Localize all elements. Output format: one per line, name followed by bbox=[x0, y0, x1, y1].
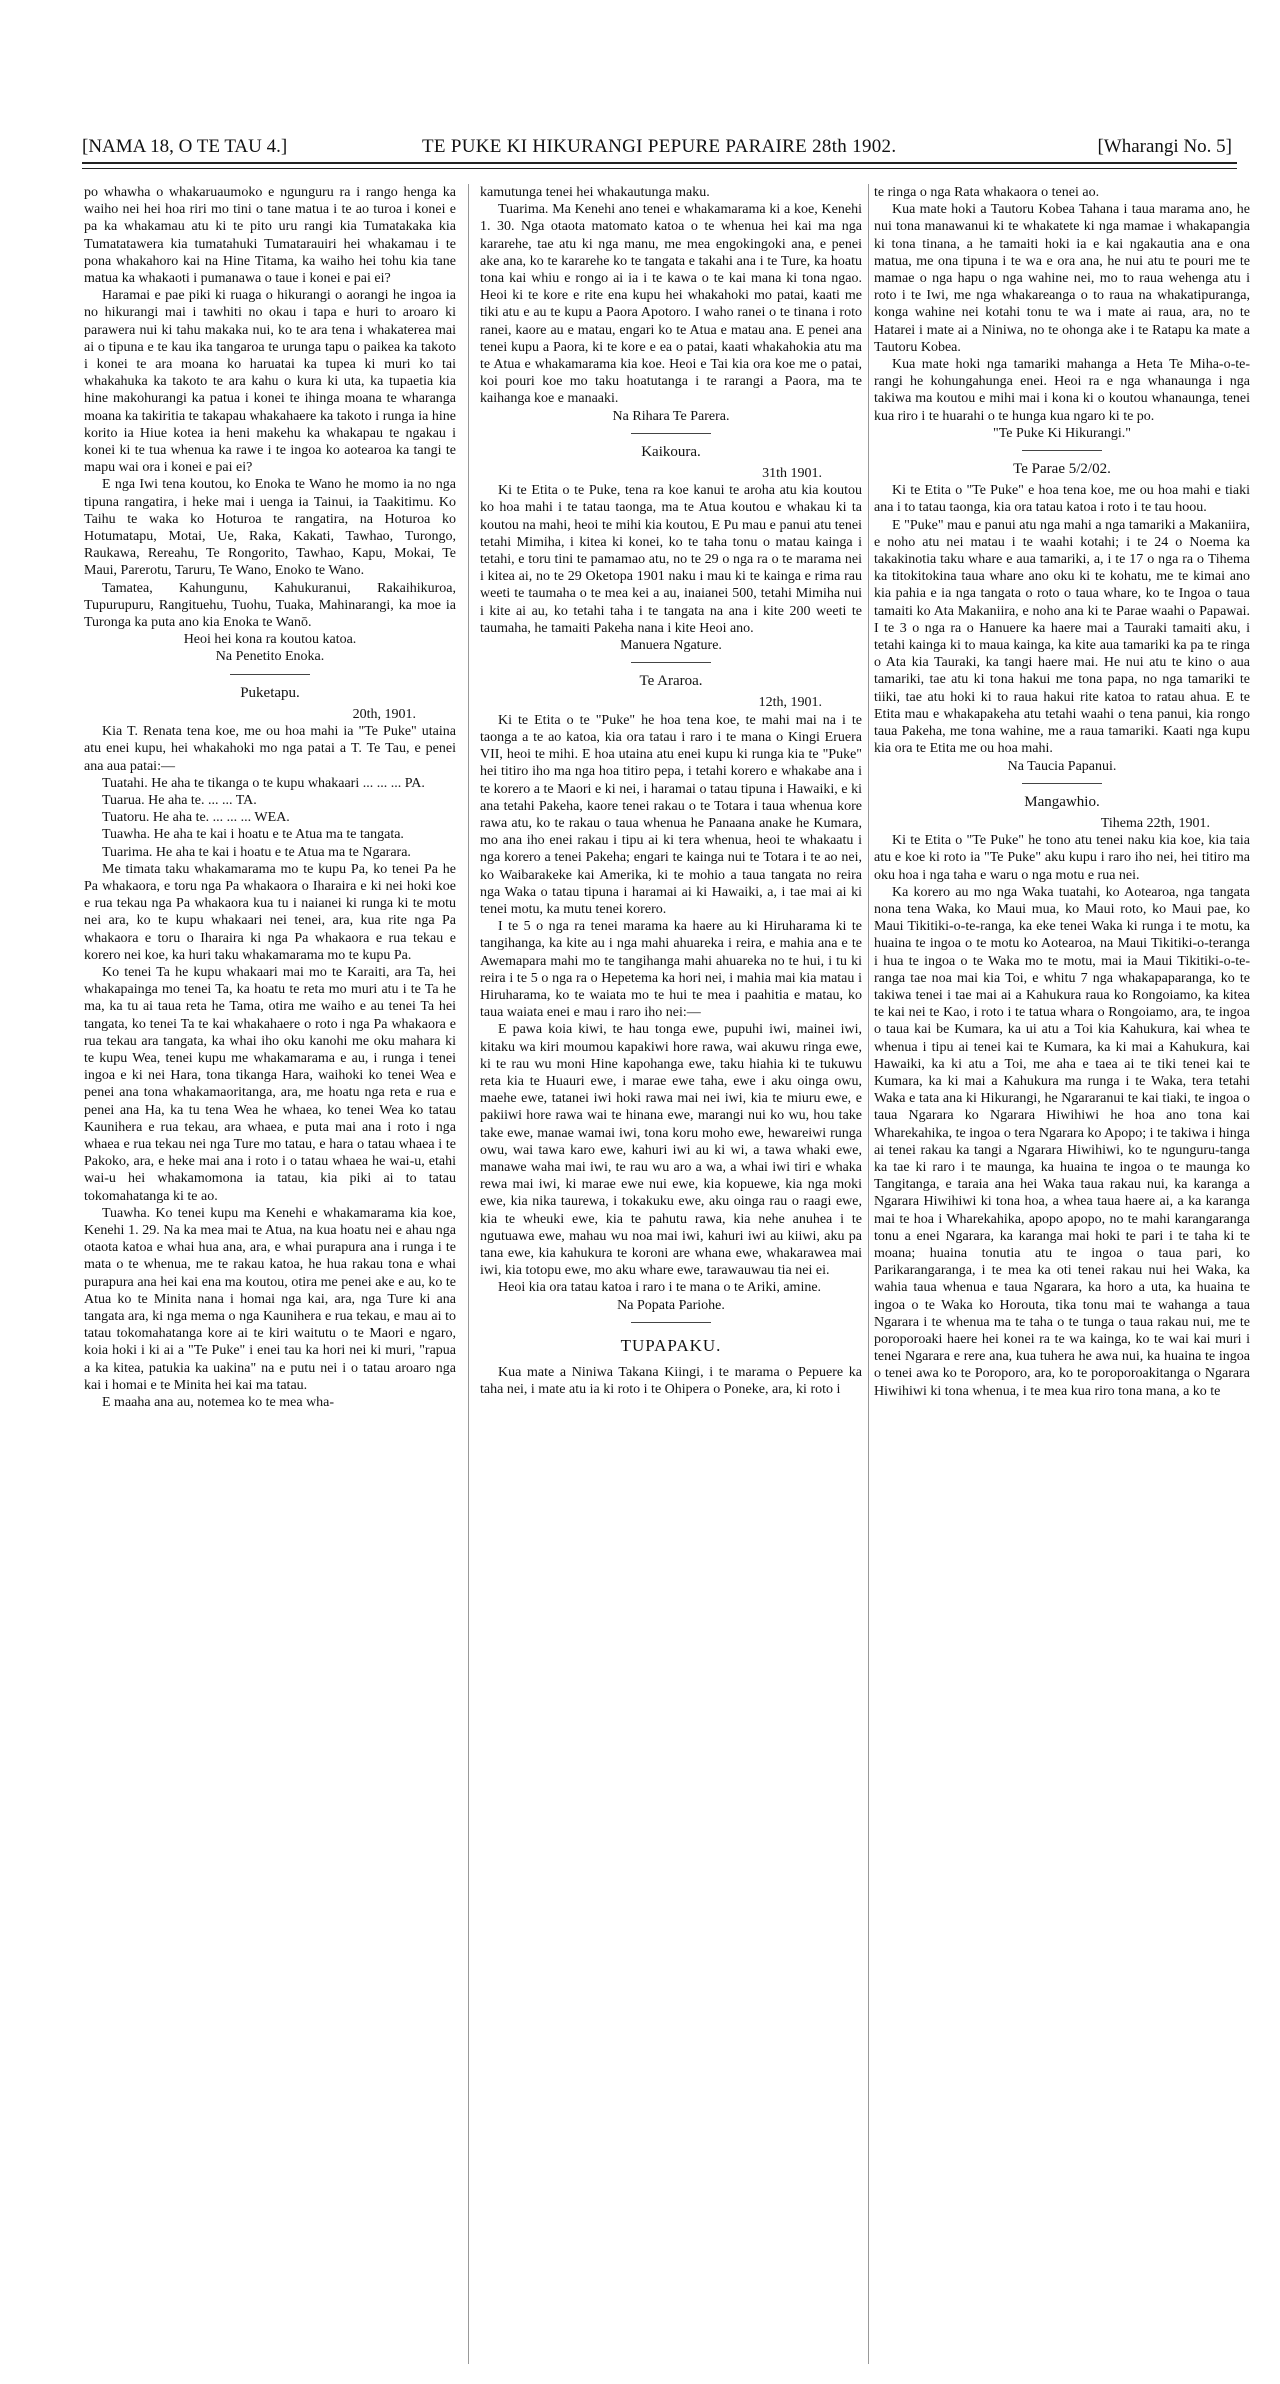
article-heading: Te Araroa. bbox=[639, 673, 703, 690]
article-date: Tihema 22th, 1901. bbox=[1100, 815, 1210, 831]
paragraph-continued: te ringa o nga Rata whakaora o tenei ao. bbox=[874, 185, 1100, 200]
paragraph: Ka korero au mo nga Waka tuatahi, ko Aotearoa, nga tangata nona tena Waka, ko Maui mua, ko Maui roto, ko Maui pae, ko Maui Tikitiki-o-te-ranga, ka eke tenei Waka ki runga i te motu, ka huaina te ingoa o te motu ko Aotearoa, na Maui Tikitiki-o-teranga i hua te ingoa o te Waka mo te motu, mai ia Maui Tikitiki-o-te-ranga tae noa mai kia Toi, e whitu 7 nga whakapaparanga, ko te takiwa tenei i tae mai ai a Kahukura raua ko Rongoiamo, ka kitea te kai nei te Kao, i roto i te tatua whara o Rongoiamo, ara, te ingoa o taua kai be Kumara, ka ui atu a Toi kia Kahukura, kai whea te whenua i tipu ai tenei kai te Kumara, ka ki mai a Kahukura, kai Hawaiki, ka ki atu a Toi, me aha e taea ai te tiki tenei kai te Kumara, ka ki mai a Kahukura ma runga i te Waka, tera tetahi Waka e tata ana ki Hikurangi, he Ngararanui te kai tiaki, te ingoa o taua Ngarara ko Ngarara Hiwihiwi he hoa ano tona kai Wharekahika, te ingoa o tera Ngarara ko Apopo; i te takiwa i hinga ai tenei rakau ka tangi a Ngarara Hiwihiwi, ko te ngunguru-tanga ka tae ki raro i te maunga, ka huaina te ingoa o te maunga ko Tangitanga, e taraia ana hei Waka taua rakau nui, ka karanga a Ngarara Hiwihiwi ki tona hoa, a whea taua haere ai, a ka karanga mai te hoa i Wharekahika, apopo apopo, no te mahi karangaranga tonu a enei Ngarara, ka karanga mai hoki te pari i te taha ki te moana; huaina tonutia atu te ingoa o taua pari, ko Parikarangaranga, i te mea ka oti tenei rakau nui hei Waka, ka wahia taua whenua e taua Ngarara, ka horo a uta, ka huaina te ingoa o te Waka ko Horouta, tika tonu mai te wahanga a taua Ngarara i te whenua ma te taha o te tunga o taua rakau nui, me te poroporoaki haere hei konei ra te wa kainga, ko te wai kai muri i tenei Ngarara e rere ana, kua tuhera he awa nui, ka huaina te ingoa o tenei awa ko te Poroporo, ara, ko te poroporoakitanga o Ngarara Hiwihiwi ki tona whenua, i te mea kua riro tona mana, a ko te bbox=[874, 884, 1250, 1399]
article-separator bbox=[1022, 450, 1102, 451]
article-separator bbox=[631, 1322, 711, 1323]
newspaper-title-date: TE PUKE KI HIKURANGI PEPURE PARAIRE 28th 1902. bbox=[422, 136, 897, 157]
paragraph: Kia T. Renata tena koe, me ou hoa mahi ia "Te Puke" utaina atu enei kupu, hei whakahoki mo nga patai a T. Te Tau, e penei ana aua patai:— bbox=[84, 724, 456, 774]
signature: Na Penetito Enoka. bbox=[215, 649, 325, 665]
page-number: [Wharangi No. 5] bbox=[1097, 136, 1232, 157]
signature: Manuera Ngature. bbox=[620, 638, 722, 654]
paragraph: Ki te Etita o te Puke, tena ra koe kanui te aroha atu kia koutou ko hoa mahi i te tatau taonga, ma te Atua koutou e whakau ki ta koutou na mahi, heoi te mihi kia koutou, E Pu mau e panui atu tenei tetahi Mimiha, i kitea ki konei, ko te taha tonu o matau kainga i tetahi, e toru tini te pamamao atu, no te 29 o nga ra o te marama nei i kitea ai, no te 29 Oketopa 1901 naku i mau ki te kainga e rima rau weeti te taumaha o te mea kei a au, inaianei 500, tetahi Mimiha nui i kite ai au, ko tetahi taha i te tangata na ana i kite 200 weeti te taumaha, he tamaiti Pakeha nana i kite Heoi ano. bbox=[480, 483, 862, 636]
column-1 bbox=[84, 184, 456, 1411]
page-header bbox=[82, 132, 1232, 162]
issue-number: [NAMA 18, O TE TAU 4.] bbox=[82, 136, 288, 157]
section-heading: TUPAPAKU. bbox=[620, 1335, 722, 1355]
paragraph: Tuawha. Ko tenei kupu ma Kenehi e whakamarama kia koe, Kenehi 1. 29. Na ka mea mai te Atua, na kua hoatu nei e ahau nga otaota katoa e whai hua ana, ara, e whai purapura ana i runga i te mata o te whenua, me te rakau katoa, he hua rakau tona e whai purapura ana hei kai ena ma koutou, otira me penei ake e au, ko te Atua ko te Minita nana i homai nga kai, ara, nga Ture ki ana tangata ara, ki nga mema o nga Kaunihera e rua tekau, e mau ai to tatau tokomahatanga kore ai te kiri waitutu o te Maori e ngaro, koia hoki i ki ai a "Te Puke" i enei tau ka hori nei ki muri, "rapua a ka kitea, patukia ka uakina" na e putu nei i o tatau aroaro nga kai i homai e te Minita hei kai ma tatau. bbox=[84, 1205, 456, 1393]
paragraph: Tuarima. Ma Kenehi ano tenei e whakamarama ki a koe, Kenehi 1. 30. Nga otaota matomato katoa o te whenua hei kai ma nga kararehe, tae atu ki nga manu, me mea engokingoki ana, e penei ake ana, ko te kararehe ko te tangata e takahi ana i te Ture, ka hoatu tona kai whiu e rongo ai ia i te kawa o te kai mana ki tona ngao. Heoi ki te kore e rite ena kupu hei whakahoki mo patai, kaati me tiki atu e au te kupu a Paora Apotoro. I waho ranei o te tinana i roto ranei, kaore au e matau, engari ko te Atua e matau ana. E penei ana tenei kupu a Paora, ki te kore e ea o patai, kaati whakahokia atu ma te Atua e whakamarama kia koe. Heoi e Tai kia ora koe me o patai, koi pouri koe mo taku hoatutanga i te rarangi a Paora, ma te kaihanga koe e manaaki. bbox=[480, 202, 862, 407]
header-rule-thin bbox=[82, 168, 1237, 169]
paragraph: E nga Iwi tena koutou, ko Enoka te Wano he momo ia no nga tipuna rangatira, i heke mai i uenga ia Tainui, ia Taakitimu. Ko Taihu te waka ko Hoturoa te rangatira, na Hoturoa ko Hotumatapu, Motai, Ue, Raka, Kakati, Tawhao, Turongo, Raukawa, Rereahu, Te Rongorito, Tawhao, Kapu, Mokai, Te Maui, Parerotu, Taruru, Te Wano, Enoko te Wano. bbox=[84, 477, 456, 579]
paragraph: Ki te Etita o te "Puke" he hoa tena koe, te mahi mai na i te taonga a te ao katoa, kia ora tatau i raro i te mana o Kingi Eruera VII, heoi te mihi. E hoa utaina atu enei kupu ki runga kia te "Puke" hei titiro iho ma nga hoa titiro pepa, i tetahi korero e whakabe ana i te korero a te Maori e ki nei, i haramai o tatau tipuna i Hawaiki, e ki ana tetahi Pakeha, kaore tenei rakau o te Totara i taua whenua kore rawa atu, ko te rakau o taua whenua he Panaana anake he Kumara, mo ana iho enei rakau i tipu ai ki tera whenua, heoi te whakaatu i nga korero a tenei Pakeha; engari te kainga nui te Totara i te ao nei, ko Waibarakeke kai Amerika, ki te mohio a taua tangata no reira nga Waka o tatau tipuna i haramai ai ki Hawaiki, a, i tae mai ai ki tenei motu, ka mutu tenei korero. bbox=[480, 712, 862, 917]
paragraph: Me timata taku whakamarama mo te kupu Pa, ko tenei Pa he Pa whakaora, e toru nga Pa whakaora o Iharaira e ki nei hoki koe e rua tekau nga Pa whakaora kua tu i naianei ki runga ki te motu nei ara, ko te kupu whakaari nei tenei, ara, kua rite nga Pa whakaora e toru o Iharaira ki nga Pa whakaora e rua tekau e korero nei koe, ka huri taku whakamarama mo te kupu Pa. bbox=[84, 861, 456, 963]
article-date: 31th 1901. bbox=[762, 466, 822, 482]
paragraph: Ki te Etita o "Te Puke" e hoa tena koe, me ou hoa mahi e tiaki ana i to tatau taonga, kia ora tatau katoa i roto i te tau hoou. bbox=[874, 483, 1250, 516]
column-divider bbox=[868, 184, 869, 2364]
paragraph: Haramai e pae piki ki ruaga o hikurangi o aorangi he ingoa ia no hikurangi mai i tawhiti no okau i tapa e huri to aroaro ki parawera nui ki tahu makaka nui, ko te ara tena i whakaterea mai ai o tipuna e te kau ika tangaroa te urunga tapu o paikea ka takoto i konei te ara moana ko haruatai ka tupea ki muri ko tai whakahuka ka takoto te ara kahu o kura ki uta, ka tupaetia kia hine makohurangi ka patua i konei te ihinga moana te wharanga moana ka takiritia te takapau whakahaere ka takoto i runga ia hine korito ia Hiue kotea ia heni makehu ka whakapau te ngakau i konei ki te tua whenua ka rawe i te ingoa ko aotearoa ka tangi te mapu wai ora i konei e pai ei? bbox=[84, 288, 456, 476]
column-divider bbox=[468, 184, 469, 2364]
article-separator bbox=[230, 674, 310, 675]
paragraph: Tuarua. He aha te. ... ... TA. bbox=[102, 792, 257, 808]
header-rule bbox=[82, 162, 1237, 164]
paragraph: Kua mate hoki nga tamariki mahanga a Heta Te Miha-o-te-rangi he kohungahunga enei. Heoi ra e nga whanaunga i nga takiwa ma koutou e mihi mai i kona ki o koutou whanaunga, tenei kua riro i te huarahi o te hunga kua ngaro ki te po. bbox=[874, 357, 1250, 424]
article-heading: Mangawhio. bbox=[1024, 793, 1100, 810]
article-heading: Puketapu. bbox=[240, 684, 300, 701]
paragraph: E maaha ana au, notemea ko te mea wha- bbox=[102, 1395, 335, 1411]
paragraph: Tuatoru. He aha te. ... ... ... WEA. bbox=[102, 810, 290, 826]
article-heading: Kaikoura. bbox=[641, 443, 701, 460]
paragraph-continued: po whawha o whakaruaumoko e ngunguru ra i rango henga ka waiho nei hei hoa riri mo tini o tane matua i te ao turoa i konei e pa ka whakamau atu ki te pito uru rangi kia Tumatakaka kia Tumatatawera kia tumatahuki Tumatarauiri hei whakamau i te pona whakahoro kai na Hine Titama, ka waiho hei tohu kia tane matua ka whakaoti i pumanawa o taue i konei e pai ei? bbox=[84, 185, 456, 287]
signature: Na Taucia Papanui. bbox=[1007, 758, 1117, 774]
column-2 bbox=[480, 184, 862, 1398]
paragraph: Kua mate hoki a Tautoru Kobea Tahana i taua marama ano, he nui tona manawanui ki te whakatete ki nga mamae i whakapangia ki tona tinana, a he tamaiti hoki ia e kai ngakautia ana e ona matua, me ona tipuna i te wa e ora ana, he nui atu te pouri me te mamae o nga hapu o nga wahine nei, mo to raua wehenga atu i roto i te Iwi, me nga whakareanga o to raua na whakatipuranga, konga wahine nei kotahi tonu te wa i mate ai raua, ara, no te Hatarei i mate ai a Niniwa, no te ohonga ake i te Ratapu ka mate a Tautoru Kobea. bbox=[874, 202, 1250, 355]
column-3 bbox=[874, 184, 1250, 1400]
signature: Na Rihara Te Parera. bbox=[612, 408, 730, 424]
paragraph: E "Puke" mau e panui atu nga mahi a nga tamariki a Makaniira, e noho atu nei matau i te waahi kotahi; i te 24 o Noema ka takakinotia taku whare e aua tamariki, a, i te 17 o nga ra o Tihema ka titokitokina taua whare ano oku ki te kohatu, me te kimai ano kia pahia e ia nga tangata o roto o taua whare, ko te Ingoa o taua tamaiti ko Ata Makaniira, e noho ana ki te Parae waahi o Papawai. I te 3 o nga ra o Hanuere ka haere mai a Tauraki tamaiti aku, i tetahi kainga ki to maua kainga, ka kite aua tamariki ka pa te ringa o Ata kia Tauraki, ka tangi haere mai. He nui atu te kino o aua tamariki, tae atu ki tona hakui me tona papa, no nga tamariki te tiiki, tae atu hoki ki to raua hakui rite katoa to ratau ahua. E te Etita mau e whakapakeha atu tetahi waahi o tena panui, kia rongo taua Pakeha, me tona wahine, me a raua tamariki. Kaati nga kupu kia ora te Etita me ou hoa mahi. bbox=[874, 517, 1250, 757]
paragraph: Tuarima. He aha te kai i hoatu e te Atua ma te Ngarara. bbox=[102, 844, 411, 860]
paragraph: Heoi kia ora tatau katoa i raro i te mana o te Ariki, amine. bbox=[498, 1280, 822, 1296]
paragraph-continued: kamutunga tenei hei whakautunga maku. bbox=[480, 185, 710, 200]
article-date: 20th, 1901. bbox=[352, 706, 416, 722]
paragraph: Tuatahi. He aha te tikanga o te kupu whakaari ... ... ... PA. bbox=[102, 775, 425, 791]
signature: Na Popata Pariohe. bbox=[617, 1297, 725, 1313]
paragraph: I te 5 o nga ra tenei marama ka haere au ki Hiruharama ki te tangihanga, ka kite au i nga mahi ahuareka i reira, e mahia ana e te Awemapara mahi mo te tangihanga mahi ahuareka no te hui, i tu ki reira i te 5 o nga ra o Hepetema ka hori nei, i mahia mai kia matau i Hiruharama, ko te waiata mo te hui te mea i paahitia e matau, ko taua waiata enei e mau i raro iho nei:— bbox=[480, 919, 862, 1021]
article-separator bbox=[631, 662, 711, 663]
article-separator bbox=[631, 433, 711, 434]
paragraph: Ki te Etita o "Te Puke" he tono atu tenei naku kia koe, kia taia atu e koe ki roto ia "Te Puke" aku kupu i raro iho nei, hei titiro ma oku hoa i nga taha e waru o nga motu e rua nei. bbox=[874, 833, 1250, 883]
article-date: 12th, 1901. bbox=[758, 695, 822, 711]
paragraph: Tamatea, Kahungunu, Kahukuranui, Rakaihikuroa, Tupurupuru, Rangituehu, Tuohu, Tuaka, Mahinarangi, ka moe ia Turonga ka puta ano kia Enoka te Wanō. bbox=[84, 580, 456, 631]
paragraph: Ko tenei Ta he kupu whakaari mai mo te Karaiti, ara Ta, hei whakapainga mo tenei Ta, ka hoatu te reta mo muri atu i te Ta he ma, ka tu ai taua reta he Tama, otira me waiho e au tenei Ta hei tangata, ko tenei Ta te kai whakahaere o roto i nga Pa whakaora e rua tekau ara tangata, ka whai iho oku kanohi me oku mahara ki te kupu Wea, tenei kupu me whakamarama e au, i runga i tenei ingoa e ki nei Hara, tona tikanga Hara, waihoki ko tenei Wea e penei ana tona whakamaoritanga, ara, me hoatu nga reta e rua e penei ana Ha, ka tu tena Wea he whaea, ko tenei Wea ko tatau Kaunihera e rua tekau, ara whaea, e puta mai ana i roto i nga whaea e rua tekau nei nga Ture mo tatau, e hara o tatau whaea i te Pakoko, ara, e heke mai ana i roto i o tatau whaea he wai-u, etahi wai-u hei whakamomona ia tatau, kia piki ai to tatau tokomahatanga ki te ao. bbox=[84, 964, 456, 1204]
article-separator bbox=[1022, 783, 1102, 784]
signature: Heoi hei kona ra koutou katoa. bbox=[183, 632, 357, 648]
paragraph: E pawa koia kiwi, te hau tonga ewe, pupuhi iwi, mainei iwi, kitaku wa kiri moumou kapakiwi hore rawa, wai akuwu ringa ewe, ki te rau wu moni Hine kapohanga ewe, taku hiahia ki te tukuwu reta kia te Huauri ewe, i marae ewe taha, ewe i aku oinga owu, maehe ewe, tatanei iwi hoki rawa mai nei iwi, kia te miuru ewe, e pakiiwi hore rawa wai te hinana ewe, marangi nui ko wu, hou take take ewe, manae wamai iwi, tona koru moho ewe, hewareiwi runga owu, wai tawa karo ewe, kahuri iwi au ki wi, a tawa whaki ewe, manawe waha mai iwi, te rau wu aro a wa, a whai iwi tiri e whaka rewa mai iwi, ki marae ewe nui ewe, kia kopuewe, kia nga moki ewe, kia nika taurewa, i tokakuku ewe, aku oinga rau o raagi ewe, kia te wheuki ewe, kia te pahutu rawa, kia nehe anuhea i te ngutuawa ewe, mahau wu noa mai iwi, kahuri iwi au kiiwi, aku pa tana ewe, kia kahukura te koroni are whana ewe, whakarawea mai iwi, kia totopu ewe, mo aku whare ewe, tarawauwau tia nei ei. bbox=[480, 1022, 862, 1279]
paragraph: Tuawha. He aha te kai i hoatu e te Atua ma te tangata. bbox=[102, 827, 404, 843]
article-heading: Te Parae 5/2/02. bbox=[1013, 461, 1111, 478]
paragraph: Kua mate a Niniwa Takana Kiingi, i te marama o Pepuere ka taha nei, i mate atu ia ki roto i te Ohipera o Poneke, ara, ki roto i bbox=[480, 1365, 862, 1398]
signature: "Te Puke Ki Hikurangi." bbox=[993, 425, 1131, 441]
